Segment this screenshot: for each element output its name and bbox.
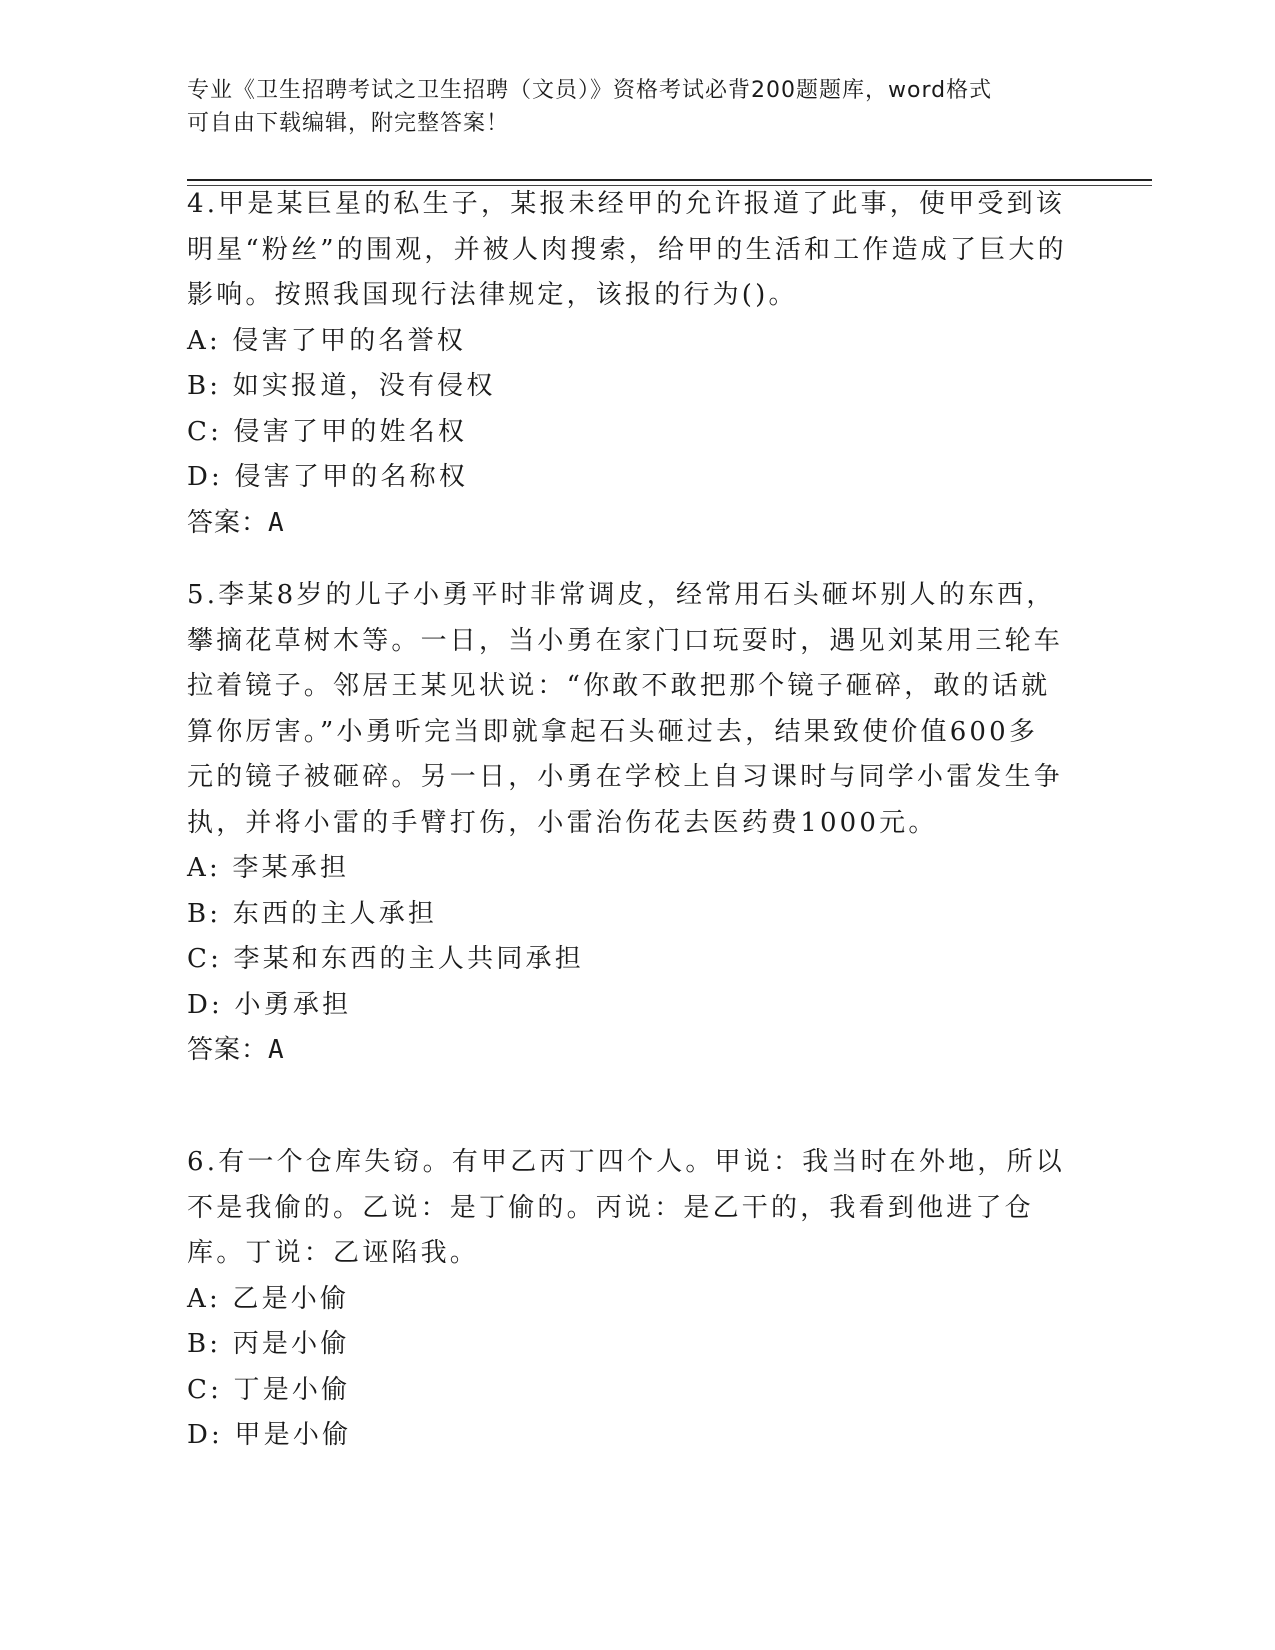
option-b: B: 东西的主人承担	[187, 898, 438, 929]
option-c: C: 丁是小偷	[187, 1374, 351, 1405]
question-6	[187, 1140, 1067, 1459]
option-c: C: 李某和东西的主人共同承担	[187, 944, 584, 974]
option-a: A: 乙是小偷	[187, 1283, 350, 1314]
option-b: B: 丙是小偷	[187, 1329, 350, 1359]
option-d: D: 小勇承担	[187, 989, 352, 1020]
header-rule-thick	[187, 179, 1152, 181]
question-stem: 5.李某8岁的儿子小勇平时非常调皮，经常用石头砸坏别人的东西，攀摘花草树木等。一日，当小勇在家门口玩耍时，遇见刘某用三轮车拉着镜子。邻居王某见状说：“你敢不敢把那个镜子砸碎，敢的话就算你厉害。”小勇听完当即就拿起石头砸过去，结果致使价值600多元的镜子被砸碎。另一日，小勇在学校上自习课时与同学小雷发生争执，并将小雷的手臂打伤，小雷治伤花去医药费1000元。	[187, 580, 1064, 838]
option-c: C: 侵害了甲的姓名权	[187, 416, 468, 447]
option-a: A: 侵害了甲的名誉权	[187, 325, 467, 356]
question-5	[187, 573, 1067, 1074]
header-line-2: 可自由下载编辑，附完整答案！	[187, 111, 510, 136]
option-a: A: 李某承担	[187, 853, 350, 883]
header-line-1: 专业《卫生招聘考试之卫生招聘（文员）》资格考试必背200题题库，word格式	[187, 78, 993, 103]
answer-label: 答案：	[187, 507, 269, 538]
document-header	[187, 74, 1057, 140]
option-b: B: 如实报道，没有侵权	[187, 371, 496, 401]
answer-line	[187, 501, 1067, 547]
answer-line	[187, 1028, 1067, 1074]
answer-value: A	[268, 1035, 285, 1065]
question-stem: 4.甲是某巨星的私生子，某报未经甲的允许报道了此事，使甲受到该明星“粉丝”的围观，并被人肉搜索，给甲的生活和工作造成了巨大的影响。按照我国现行法律规定，该报的行为()。	[187, 189, 1067, 310]
option-d: D: 侵害了甲的名称权	[187, 462, 469, 492]
answer-label: 答案：	[187, 1035, 269, 1065]
question-stem: 6.有一个仓库失窃。有甲乙丙丁四个人。甲说：我当时在外地，所以不是我偷的。乙说：是丁偷的。丙说：是乙干的，我看到他进了仓库。丁说：乙诬陷我。	[187, 1147, 1066, 1268]
answer-value: A	[268, 507, 285, 538]
question-4	[187, 182, 1067, 546]
option-d: D: 甲是小偷	[187, 1420, 352, 1450]
